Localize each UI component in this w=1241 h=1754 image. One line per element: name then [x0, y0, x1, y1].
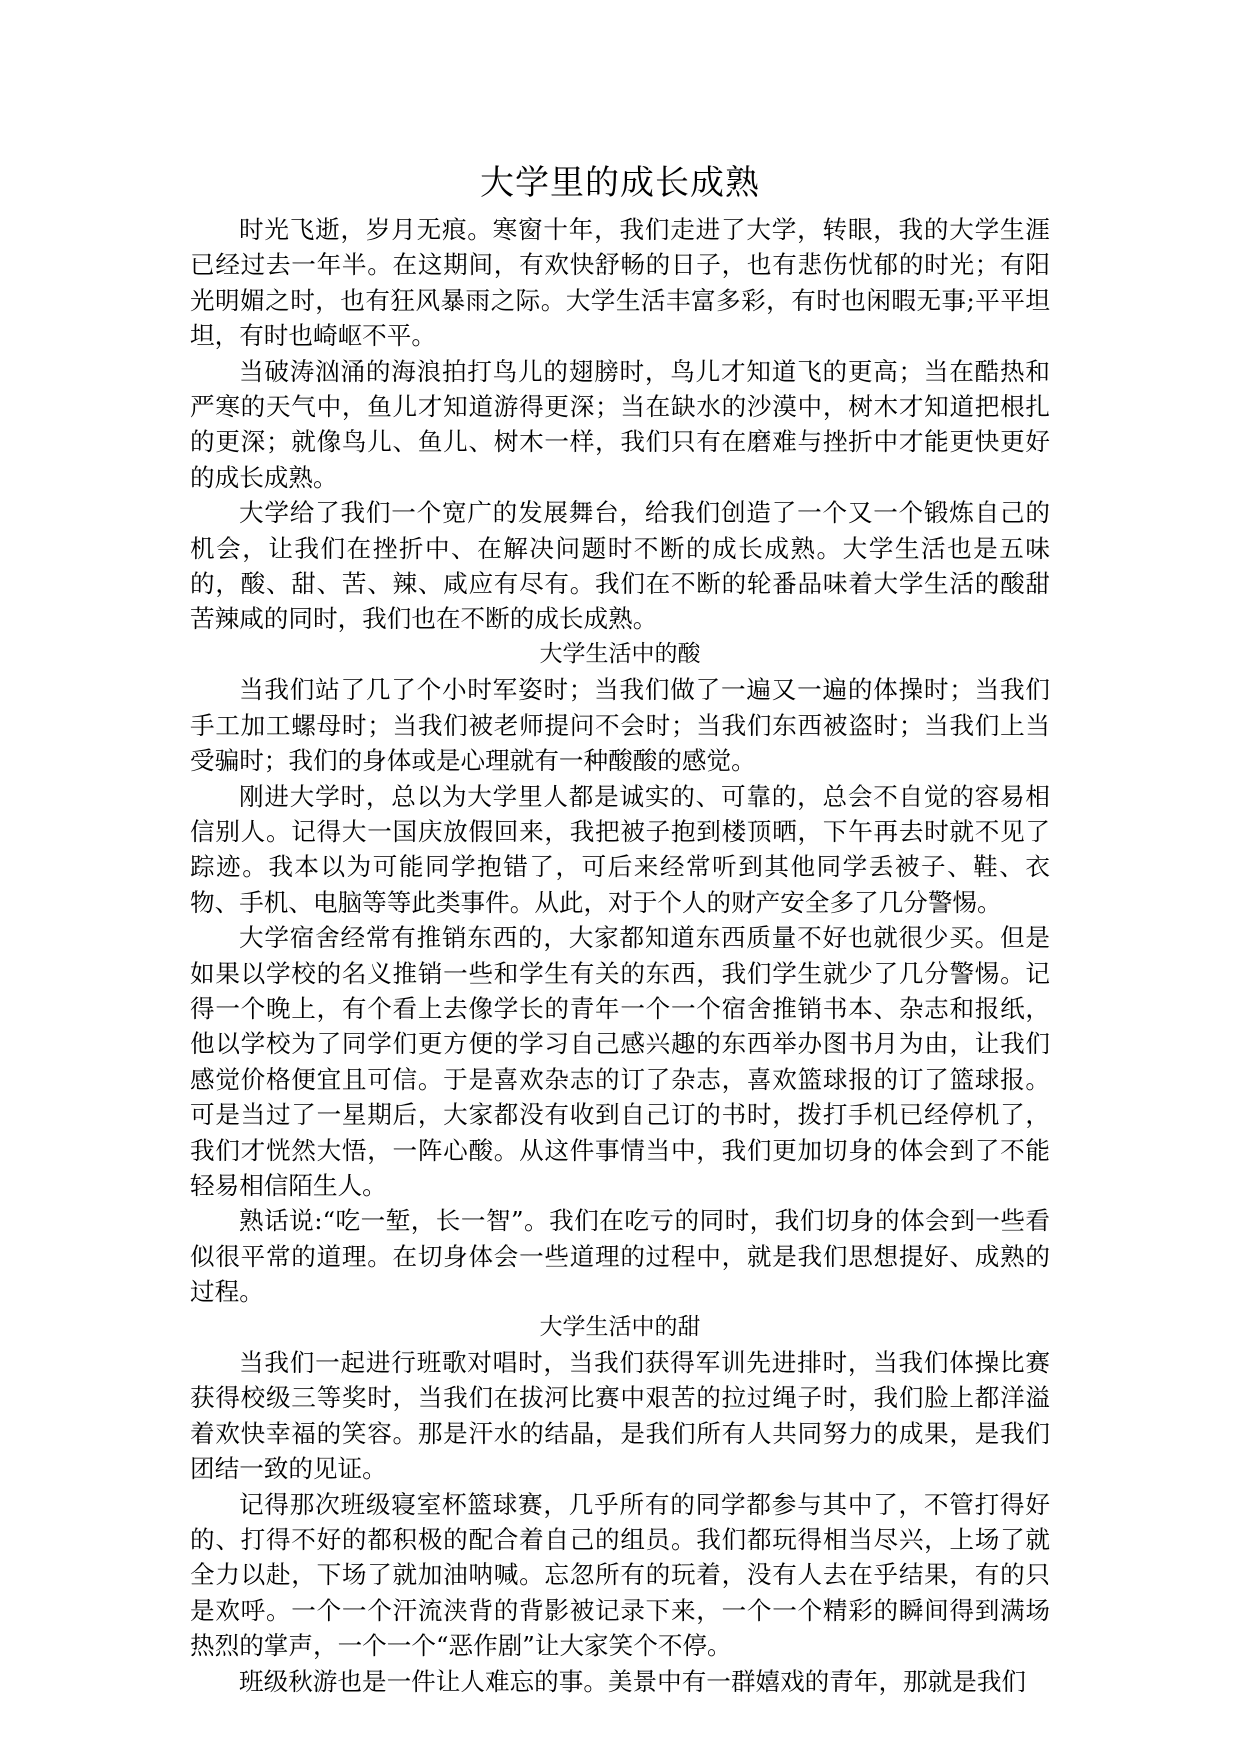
- document-page: [190, 158, 1050, 1699]
- paragraph: 班级秋游也是一件让人难忘的事。美景中有一群嬉戏的青年，那就是我们: [239, 1666, 1027, 1696]
- paragraph: 当破涛汹涌的海浪拍打鸟儿的翅膀时，鸟儿才知道飞的更高；当在酷热和严寒的天气中，鱼儿才知道游得更深；当在缺水的沙漠中，树木才知道把根扎的更深；就像鸟儿、鱼儿、树木一样，我们只有在磨难与挫折中才能更快更好的成长成熟。: [190, 356, 1050, 492]
- paragraph: 大学给了我们一个宽广的发展舞台，给我们创造了一个又一个锻炼自己的机会，让我们在挫折中、在解决问题时不断的成长成熟。大学生活也是五味的，酸、甜、苦、辣、咸应有尽有。我们在不断的轮番品味着大学生活的酸甜苦辣咸的同时，我们也在不断的成长成熟。: [190, 498, 1050, 634]
- paragraph: 当我们站了几了个小时军姿时；当我们做了一遍又一遍的体操时；当我们手工加工螺母时；当我们被老师提问不会时；当我们东西被盗时；当我们上当受骗时；我们的身体或是心理就有一种酸酸的感觉。: [190, 675, 1050, 776]
- section-heading-sour: 大学生活中的酸: [539, 640, 701, 667]
- document-title: 大学里的成长成熟: [480, 163, 760, 203]
- paragraph: 时光飞逝，岁月无痕。寒窗十年，我们走进了大学，转眼，我的大学生涯已经过去一年半。在这期间，有欢快舒畅的日子，也有悲伤忧郁的时光；有阳光明媚之时，也有狂风暴雨之际。大学生活丰富多彩，有时也闲暇无事;平平坦坦，有时也崎岖不平。: [190, 215, 1050, 351]
- paragraph: 记得那次班级寝室杯篮球赛，几乎所有的同学都参与其中了，不管打得好的、打得不好的都积极的配合着自己的组员。我们都玩得相当尽兴，上场了就全力以赴，下场了就加油呐喊。忘忽所有的玩着，没有人去在乎结果，有的只是欢呼。一个一个汗流浃背的背影被记录下来，一个一个精彩的瞬间得到满场热烈的掌声，一个一个“恶作剧”让大家笑个不停。: [190, 1489, 1050, 1661]
- paragraph: 熟话说:“吃一堑，长一智”。我们在吃亏的同时，我们切身的体会到一些看似很平常的道理。在切身体会一些道理的过程中，就是我们思想提好、成熟的过程。: [190, 1206, 1050, 1307]
- paragraph: 大学宿舍经常有推销东西的，大家都知道东西质量不好也就很少买。但是如果以学校的名义推销一些和学生有关的东西，我们学生就少了几分警惕。记得一个晚上，有个看上去像学长的青年一个一个宿舍推销书本、杂志和报纸，他以学校为了同学们更方便的学习自己感兴趣的东西举办图书月为由，让我们感觉价格便宜且可信。于是喜欢杂志的订了杂志，喜欢篮球报的订了篮球报。可是当过了一星期后，大家都没有收到自己订的书时，拨打手机已经停机了，我们才恍然大悟，一阵心酸。从这件事情当中，我们更加切身的体会到了不能轻易相信陌生人。: [190, 923, 1050, 1200]
- paragraph: 当我们一起进行班歌对唱时，当我们获得军训先进排时，当我们体操比赛获得校级三等奖时，当我们在拔河比赛中艰苦的拉过绳子时，我们脸上都洋溢着欢快幸福的笑容。那是汗水的结晶，是我们所有人共同努力的成果，是我们团结一致的见证。: [190, 1348, 1050, 1484]
- paragraph: 刚进大学时，总以为大学里人都是诚实的、可靠的，总会不自觉的容易相信别人。记得大一国庆放假回来，我把被子抱到楼顶晒，下午再去时就不见了踪迹。我本以为可能同学抱错了，可后来经常听到其他同学丢被子、鞋、衣物、手机、电脑等等此类事件。从此，对于个人的财产安全多了几分警惕。: [190, 781, 1050, 917]
- section-heading-sweet: 大学生活中的甜: [539, 1313, 701, 1340]
